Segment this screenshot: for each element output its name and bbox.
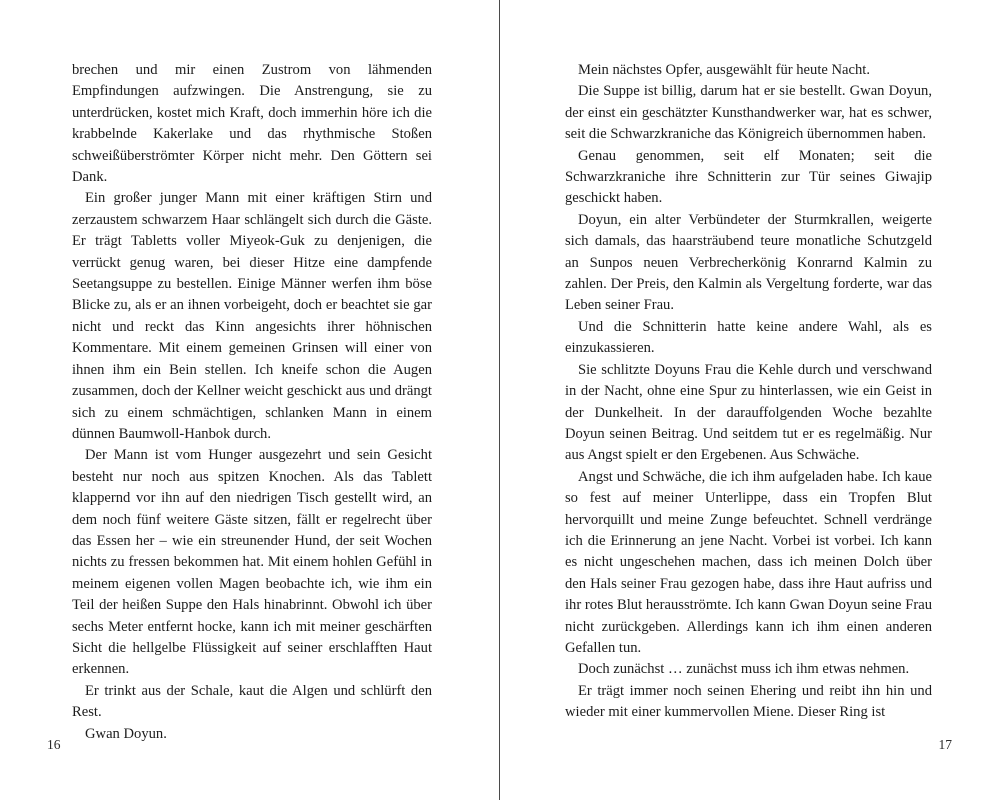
paragraph: Doch zunächst … zunächst muss ich ihm etwas nehmen. xyxy=(578,661,910,678)
paragraph: Mein nächstes Opfer, ausgewählt für heute Nacht. xyxy=(578,62,870,78)
paragraph: Sie schlitzte Doyuns Frau die Kehle durch und verschwand in der Nacht, ohne eine Spur zu hinterlassen, wie ein Geist in der Dunkelheit. In der darauffolgenden Woche bezahlte Doyun seinen Beitrag. Und seitdem tut er es regelmäßig. Nur aus Angst spielt er den Ergebenen. Aus Schwäche. xyxy=(565,361,932,464)
right-page xyxy=(500,0,1000,800)
left-page-number: 16 xyxy=(47,737,61,752)
left-page-text xyxy=(72,60,432,745)
paragraph: Doyun, ein alter Verbündeter der Sturmkrallen, weigerte sich damals, das haarsträubend teure monatliche Schutzgeld an Sunpos neuen Verbrecherkönig Konrarnd Kalmin zu zahlen. Der Preis, den Kalmin als Vergeltung forderte, war das Leben seiner Frau. xyxy=(565,211,932,314)
paragraph: Gwan Doyun. xyxy=(85,725,167,742)
right-page-number: 17 xyxy=(938,737,952,752)
paragraph: Angst und Schwäche, die ich ihm aufgeladen habe. Ich kaue so fest auf meiner Unterlippe, dass ein Tropfen Blut hervorquillt und meine Zunge befeuchtet. Schnell verdränge ich die Erinnerung an jene Nacht. Vorbei ist vorbei. Ich kann es nicht ungeschehen machen, dass ich meinen Dolch über den Hals seiner Frau gezogen habe, dass ihre Haut aufriss und ihr rotes Blut herausströmte. Ich kann Gwan Doyun seine Frau nicht zurückgeben. Allerdings kann ich ihm einen anderen Gefallen tun. xyxy=(565,468,932,656)
paragraph: brechen und mir einen Zustrom von lähmenden Empfindungen aufzwingen. Die Anstrengung, sie zu unterdrücken, kostet mich Kraft, doch immerhin höre ich die krabbelnde Kakerlake und das rhythmische Stoßen schweißüberströmter Körper nicht mehr. Den Göttern sei Dank. xyxy=(72,62,432,186)
right-page-text xyxy=(565,60,932,724)
paragraph: Die Suppe ist billig, darum hat er sie bestellt. Gwan Doyun, der einst ein geschätzter Kunsthandwerker war, hat es schwer, seit die Schwarzkraniche das Königreich übernommen haben. xyxy=(565,83,932,143)
paragraph: Genau genommen, seit elf Monaten; seit die Schwarzkraniche ihre Schnitterin zur Tür seines Giwajip geschickt haben. xyxy=(565,147,932,207)
paragraph: Er trinkt aus der Schale, kaut die Algen und schlürft den Rest. xyxy=(72,682,432,721)
paragraph: Der Mann ist vom Hunger ausgezehrt und sein Gesicht besteht nur noch aus spitzen Knochen. Als das Tablett klappernd vor ihn auf den niedrigen Tisch gestellt wird, an dem noch fünf weitere Gäste sitzen, fällt er regelrecht über das Essen her – wie ein streunender Hund, der seit Wochen nichts zu fressen bekommen hat. Mit einem hohlen Gefühl in meinem eigenen vollen Magen beobachte ich, wie ihm ein Teil der heißen Suppe den Hals hinabrinnt. Obwohl ich über sechs Meter entfernt hocke, kann ich mit meiner geschärften Sicht die hellgelbe Flüssigkeit auf seiner erschlafften Haut erkennen. xyxy=(72,447,432,678)
paragraph: Ein großer junger Mann mit einer kräftigen Stirn und zerzaustem schwarzem Haar schlängelt sich durch die Gäste. Er trägt Tabletts voller Miyeok-Guk zu denjenigen, die verrückt genug waren, bei dieser Hitze eine dampfende Seetangsuppe zu bestellen. Einige Männer werfen ihm böse Blicke zu, als er an ihnen vorbeigeht, doch er beachtet sie gar nicht und reckt das Kinn angesichts ihrer höhnischen Kommentare. Mit einem gemeinen Grinsen will einer von ihnen ihm ein Bein stellen. Ich kneife schon die Augen zusammen, doch der Kellner weicht geschickt aus und drängt sich zu einem schmächtigen, schlanken Mann in einem dünnen Baumwoll-Hanbok durch. xyxy=(72,190,432,442)
paragraph: Er trägt immer noch seinen Ehering und reibt ihn hin und wieder mit einer kummervollen Miene. Dieser Ring ist xyxy=(565,682,932,721)
page-divider xyxy=(499,0,500,800)
paragraph: Und die Schnitterin hatte keine andere Wahl, als es einzukassieren. xyxy=(565,318,932,357)
